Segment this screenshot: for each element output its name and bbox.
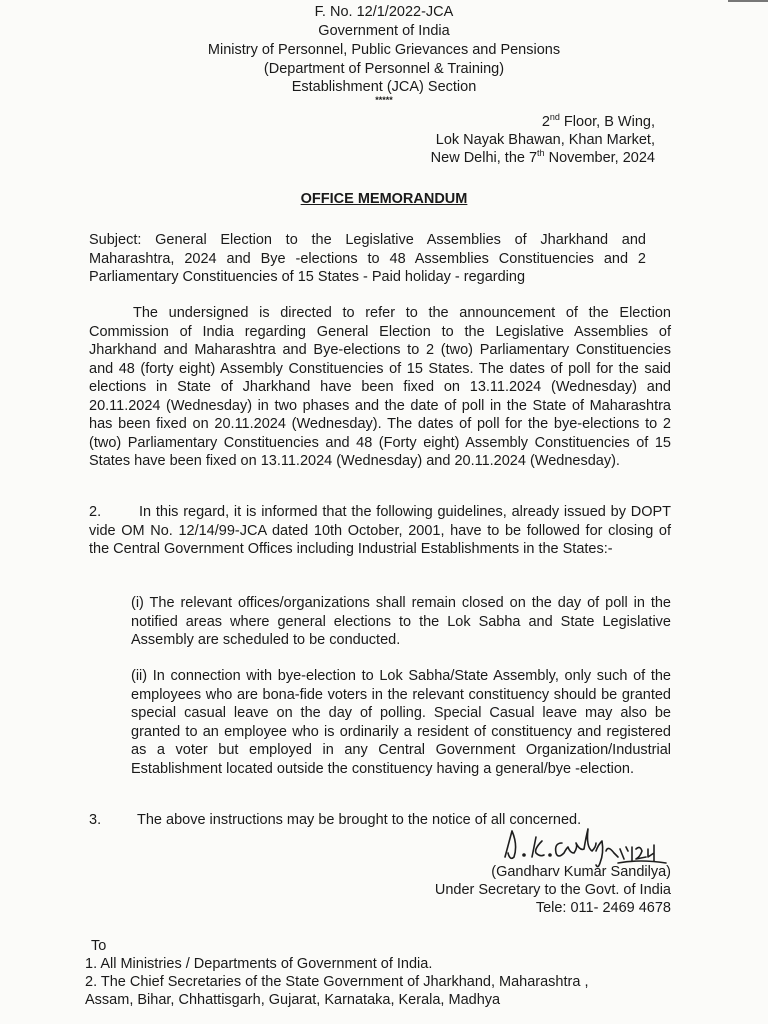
paragraph-2-number: 2. (89, 504, 102, 520)
signatory-telephone: Tele: 011- 2469 4678 (535, 900, 671, 916)
floor-suffix: nd (549, 112, 560, 123)
floor-number: 2 (541, 114, 550, 130)
date-rest: November, 2024 (544, 150, 655, 166)
paragraph-2: In this regard, it is informed that the following guidelines, already issued by DOPT vide OM No. 12/14/99-JCA dated 10th October, 2001, have to be followed for closing of the Central Government Offices including Industrial Establishments in the States:- (89, 504, 671, 557)
guideline-item-i: (i) The relevant offices/organizations shall remain closed on the day of poll in the notified areas where general elections to the Lok Sabha and State Legislative Assembly are scheduled to be conducted. (131, 595, 671, 648)
department-line: (Department of Personnel & Training) (263, 61, 505, 77)
signatory-designation: Under Secretary to the Govt. of India (434, 882, 671, 898)
recipient-2-line-1: 2. The Chief Secretaries of the State Government of Jharkhand, Maharashtra , (85, 974, 589, 990)
date-suffix: th (537, 148, 545, 159)
address-floor (542, 113, 655, 132)
ministry-line: Ministry of Personnel, Public Grievances and Pensions (207, 42, 561, 58)
address-building: Lok Nayak Bhawan, Khan Market, (435, 132, 655, 148)
file-number: F. No. 12/1/2022-JCA (314, 4, 454, 20)
to-label: To (91, 938, 107, 954)
paragraph-1: The undersigned is directed to refer to the announcement of the Election Commission of India regarding General Election to the Legislative Assemblies of Jharkhand and Maharashtra and Bye-elections to 2 (two) Parliamentary Constituencies and 48 (forty eight) Assembly Constituencies of 15 States. The dates of poll for the said elections in State of Jharkhand have been fixed on 13.11.2024 (Wednesday) and 20.11.2024 (Wednesday) in two phases and the date of poll in the State of Maharashtra has been fixed on 20.11.2024 (Wednesday). The dates of poll for the bye-elections to 2 (two) Parliamentary Constituencies and 48 (Forty eight) Assembly Constituencies of 15 States have been fixed on 13.11.2024 (Wednesday) and 20.11.2024 (Wednesday). (89, 305, 671, 469)
paragraph-3-number: 3. (89, 812, 102, 828)
subject-paragraph: Subject: General Election to the Legislative Assemblies of Jharkhand and Maharashtra, 2024 and Bye -elections to 48 Assemblies Constituencies and 2 Parliamentary Constituencies of 15 States - Paid holiday - regarding (89, 232, 646, 285)
memo-title: OFFICE MEMORANDUM (300, 191, 468, 207)
scan-edge-line (728, 0, 768, 2)
recipient-1: 1. All Ministries / Departments of Government of India. (85, 956, 433, 972)
government-line: Government of India (318, 23, 450, 39)
paragraph-3: The above instructions may be brought to the notice of all concerned. (137, 812, 582, 828)
section-line: Establishment (JCA) Section (291, 79, 477, 95)
floor-text: Floor, B Wing, (559, 114, 655, 130)
signatory-name: (Gandharv Kumar Sandilya) (491, 864, 671, 880)
date-prefix: New Delhi, the 7 (430, 150, 538, 166)
separator-stars: ***** (375, 95, 393, 105)
memo-date (431, 149, 655, 168)
recipient-2-line-2: Assam, Bihar, Chhattisgarh, Gujarat, Karnataka, Kerala, Madhya (85, 992, 501, 1008)
guideline-item-ii: (ii) In connection with bye-election to Lok Sabha/State Assembly, only such of the employees who are bona-fide voters in the relevant constituency should be granted special casual leave on the day of polling. Special Casual leave may also be granted to an employee who is ordinarily a resident of constituency and registered as a voter but employed in any Central Government Organization/Industrial Establishment located outside the constituency having a general/bye -election. (131, 668, 671, 777)
